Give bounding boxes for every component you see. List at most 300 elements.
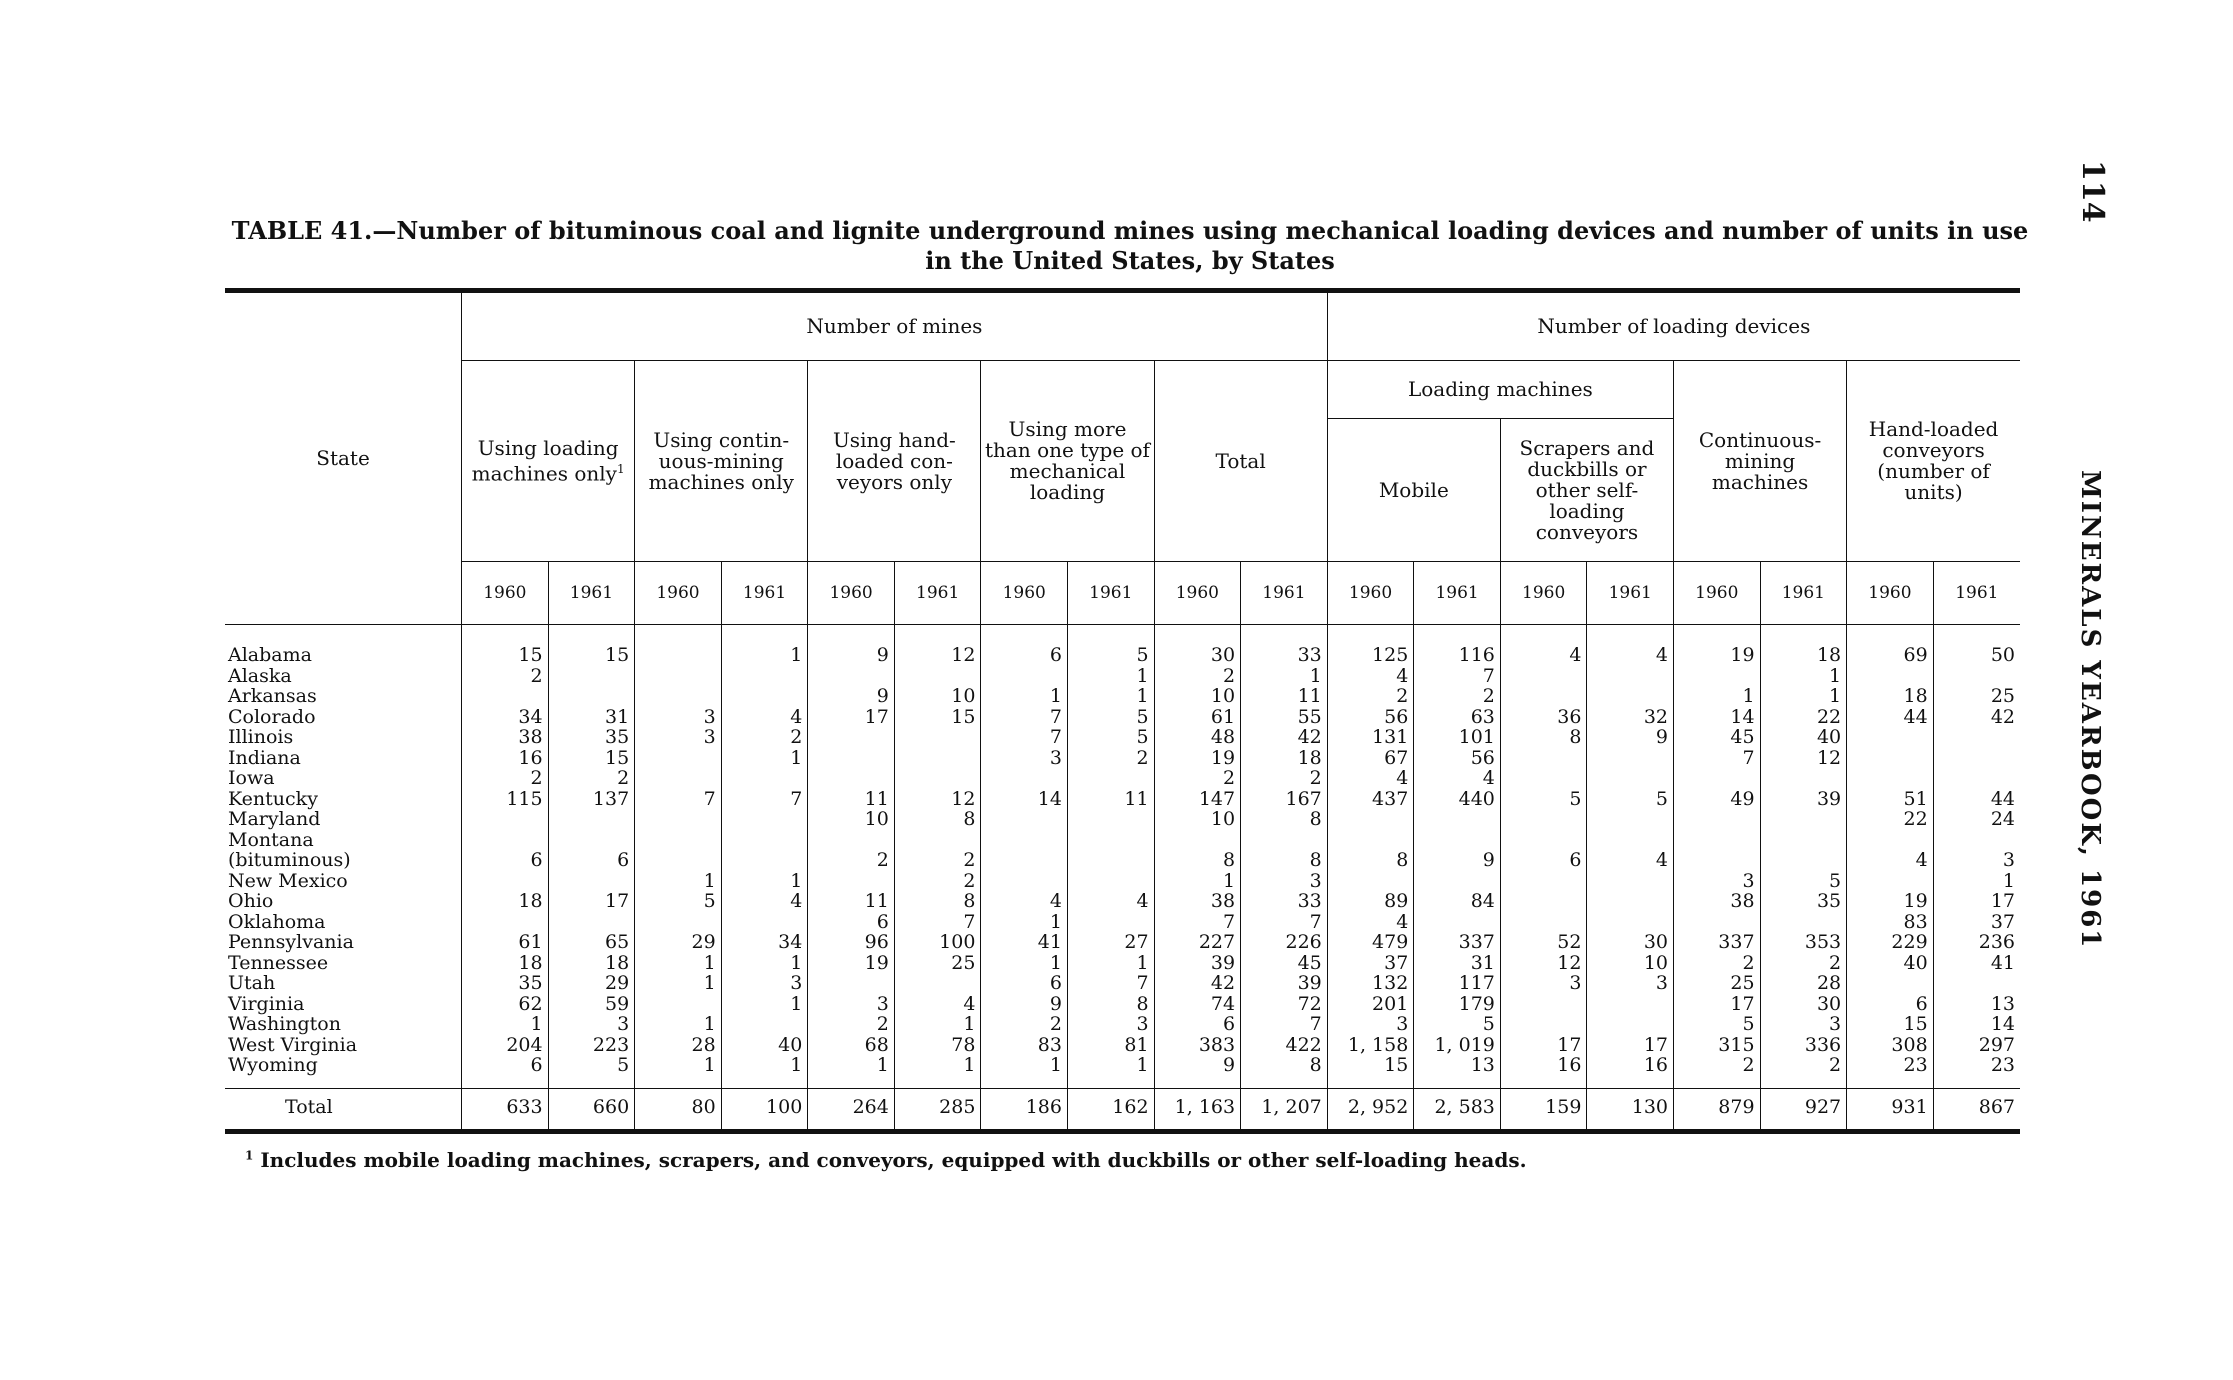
- table-cell: 1: [1067, 666, 1154, 687]
- state-name: Iowa: [228, 767, 275, 789]
- table-cell: 2, 583: [1414, 1088, 1501, 1129]
- table-cell: 3: [548, 1014, 635, 1035]
- table-cell: 15: [1847, 1014, 1934, 1035]
- table-cell: 236: [1933, 932, 2020, 953]
- table-cell: 11: [1067, 789, 1154, 810]
- table-cell: 19: [808, 953, 895, 974]
- table-cell: [721, 686, 808, 707]
- table-cell: 74: [1154, 994, 1241, 1015]
- table-cell: 1: [635, 973, 722, 994]
- table-cell: [462, 686, 549, 707]
- table-cell: [462, 809, 549, 830]
- table-cell: [635, 748, 722, 769]
- table-cell: 132: [1327, 973, 1414, 994]
- table-row: [225, 850, 2020, 871]
- table-cell: 422: [1241, 1035, 1328, 1056]
- table-cell: 9: [1414, 850, 1501, 871]
- table-cell: 137: [548, 789, 635, 810]
- table-cell: 6: [981, 973, 1068, 994]
- year-1960: 1960: [1327, 562, 1414, 625]
- table-cell: 28: [635, 1035, 722, 1056]
- table-cell: [635, 994, 722, 1015]
- table-cell: [981, 809, 1068, 830]
- table-cell: 24: [1933, 809, 2020, 830]
- table-cell: [1847, 830, 1934, 851]
- header-using-hand-loaded: Using hand-loaded con-veyors only: [808, 361, 981, 562]
- table-cell: [548, 871, 635, 892]
- table-cell: 1: [1674, 686, 1761, 707]
- table-cell: [1847, 871, 1934, 892]
- table-cell: 227: [1154, 932, 1241, 953]
- data-table: [225, 293, 2020, 1129]
- table-cell: 84: [1414, 891, 1501, 912]
- table-cell: 1: [894, 1014, 981, 1035]
- header-loading-machines: Loading machines: [1327, 361, 1673, 419]
- table-cell: 5: [1067, 707, 1154, 728]
- header-using-continuous-mining: Using contin-uous-mining machines only: [635, 361, 808, 562]
- table-cell: 131: [1327, 727, 1414, 748]
- table-cell: 38: [1154, 891, 1241, 912]
- table-cell: [721, 1014, 808, 1035]
- table-row: [225, 953, 2020, 974]
- table-cell: 1, 163: [1154, 1088, 1241, 1129]
- table-cell: 33: [1241, 625, 1328, 666]
- table-cell: 28: [1760, 973, 1847, 994]
- table-cell: 6: [1847, 994, 1934, 1015]
- table-row: [225, 666, 2020, 687]
- table-row: [225, 830, 2020, 851]
- table-cell: 3: [1760, 1014, 1847, 1035]
- bottom-rule: [225, 1129, 2020, 1134]
- table-cell: [1067, 871, 1154, 892]
- table-cell: 67: [1327, 748, 1414, 769]
- table-cell: [1500, 871, 1587, 892]
- table-cell: 51: [1847, 789, 1934, 810]
- table-cell: 4: [1067, 891, 1154, 912]
- table-cell: 49: [1674, 789, 1761, 810]
- title-line-2: in the United States, by States: [925, 246, 1335, 275]
- table-cell: [1500, 748, 1587, 769]
- table-row: [225, 1055, 2020, 1088]
- table-cell: 63: [1414, 707, 1501, 728]
- table-cell: [1500, 830, 1587, 851]
- table-cell: 1: [981, 686, 1068, 707]
- table-cell: [635, 912, 722, 933]
- year-header-row: [225, 562, 2020, 625]
- table-cell: 25: [894, 953, 981, 974]
- table-cell: 8: [1154, 850, 1241, 871]
- footnote-text: Includes mobile loading machines, scrapers, and conveyors, equipped with duckbills or other self-loading heads.: [260, 1148, 1527, 1172]
- table-cell: [1587, 768, 1674, 789]
- state-name: Ohio: [228, 890, 274, 912]
- table-cell: 15: [894, 707, 981, 728]
- table-cell: 440: [1414, 789, 1501, 810]
- table-cell: 78: [894, 1035, 981, 1056]
- table-cell: [981, 850, 1068, 871]
- table-cell: 879: [1674, 1088, 1761, 1129]
- table-cell: 17: [808, 707, 895, 728]
- page-number: 114: [2075, 160, 2110, 223]
- table-cell: [635, 686, 722, 707]
- table-cell: 147: [1154, 789, 1241, 810]
- table-cell: [894, 768, 981, 789]
- table-cell: 12: [1760, 748, 1847, 769]
- table-cell: 264: [808, 1088, 895, 1129]
- table-cell: 80: [635, 1088, 722, 1129]
- table-cell: 42: [1933, 707, 2020, 728]
- table-cell: [1500, 912, 1587, 933]
- table-cell: 17: [1500, 1035, 1587, 1056]
- table-row: [225, 768, 2020, 789]
- table-cell: 2: [1241, 768, 1328, 789]
- table-cell: 2, 952: [1327, 1088, 1414, 1129]
- table-cell: 33: [1241, 891, 1328, 912]
- table-cell: 308: [1847, 1035, 1934, 1056]
- table-cell: [1067, 850, 1154, 871]
- table-cell: 2: [894, 850, 981, 871]
- table-cell: 1: [981, 912, 1068, 933]
- table-cell: 10: [808, 809, 895, 830]
- table-cell: 4: [981, 891, 1068, 912]
- table-cell: 3: [1933, 850, 2020, 871]
- table-cell: [894, 830, 981, 851]
- table-cell: 6: [462, 1055, 549, 1088]
- table-cell: [721, 666, 808, 687]
- table-cell: [548, 686, 635, 707]
- table-cell: 29: [548, 973, 635, 994]
- table-cell: 14: [981, 789, 1068, 810]
- table-cell: [1674, 830, 1761, 851]
- table-cell: 9: [808, 686, 895, 707]
- table-cell: 3: [1067, 1014, 1154, 1035]
- total-label: Total: [225, 1088, 462, 1129]
- table-cell: 931: [1847, 1088, 1934, 1129]
- table-cell: 13: [1414, 1055, 1501, 1088]
- table-cell: [1414, 871, 1501, 892]
- table-cell: 11: [808, 891, 895, 912]
- table-cell: 8: [894, 891, 981, 912]
- table-cell: 7: [981, 727, 1068, 748]
- table-cell: 72: [1241, 994, 1328, 1015]
- table-cell: 2: [894, 871, 981, 892]
- year-1960: 1960: [808, 562, 895, 625]
- table-cell: 56: [1414, 748, 1501, 769]
- year-1961: 1961: [1760, 562, 1847, 625]
- table-cell: 8: [1067, 994, 1154, 1015]
- table-row: [225, 912, 2020, 933]
- table-row: [225, 809, 2020, 830]
- table-row: [225, 727, 2020, 748]
- table-cell: 7: [1414, 666, 1501, 687]
- state-name: Virginia: [228, 992, 305, 1015]
- table-cell: 9: [808, 625, 895, 666]
- table-cell: 1: [1933, 871, 2020, 892]
- header-number-of-loading-devices: Number of loading devices: [1327, 293, 2020, 361]
- table-cell: 8: [1500, 727, 1587, 748]
- table-cell: 17: [548, 891, 635, 912]
- state-name: Montana: [228, 828, 314, 851]
- table-cell: [635, 625, 722, 666]
- table-cell: 7: [1241, 1014, 1328, 1035]
- table-cell: 1: [721, 871, 808, 892]
- total-row: [225, 1088, 2020, 1129]
- table-cell: 96: [808, 932, 895, 953]
- table-cell: [548, 830, 635, 851]
- table-cell: [1587, 666, 1674, 687]
- table-cell: 201: [1327, 994, 1414, 1015]
- table-row: [225, 932, 2020, 953]
- table-cell: 179: [1414, 994, 1501, 1015]
- table-cell: 32: [1587, 707, 1674, 728]
- table-cell: 45: [1674, 727, 1761, 748]
- table-cell: 5: [548, 1055, 635, 1088]
- table-cell: 31: [1414, 953, 1501, 974]
- table-cell: 12: [894, 789, 981, 810]
- year-1961: 1961: [548, 562, 635, 625]
- table-cell: 62: [462, 994, 549, 1015]
- state-name: Kentucky: [228, 787, 318, 810]
- table-cell: [1587, 748, 1674, 769]
- year-1960: 1960: [1674, 562, 1761, 625]
- table-cell: 14: [1933, 1014, 2020, 1035]
- table-cell: 1: [721, 625, 808, 666]
- table-cell: [1500, 1014, 1587, 1035]
- table-cell: [1587, 871, 1674, 892]
- table-cell: 229: [1847, 932, 1934, 953]
- table-cell: 2: [981, 1014, 1068, 1035]
- table-cell: [1847, 748, 1934, 769]
- table-cell: 2: [462, 768, 549, 789]
- table-cell: 12: [1500, 953, 1587, 974]
- table-cell: 2: [462, 666, 549, 687]
- table-cell: [721, 850, 808, 871]
- year-1961: 1961: [1933, 562, 2020, 625]
- year-1961: 1961: [1587, 562, 1674, 625]
- table-cell: 39: [1760, 789, 1847, 810]
- table-cell: 3: [1241, 871, 1328, 892]
- table-cell: 115: [462, 789, 549, 810]
- table-cell: 116: [1414, 625, 1501, 666]
- table-cell: 6: [548, 850, 635, 871]
- table-cell: 7: [635, 789, 722, 810]
- header-total-mines: Total: [1154, 361, 1327, 562]
- table-cell: 30: [1154, 625, 1241, 666]
- data-table-container: [225, 288, 2020, 1134]
- table-cell: 1: [1760, 686, 1847, 707]
- table-cell: 2: [548, 768, 635, 789]
- table-cell: [1241, 830, 1328, 851]
- table-cell: [1933, 973, 2020, 994]
- table-cell: 10: [894, 686, 981, 707]
- table-cell: [721, 830, 808, 851]
- table-cell: 285: [894, 1088, 981, 1129]
- table-cell: 162: [1067, 1088, 1154, 1129]
- table-cell: [894, 666, 981, 687]
- table-cell: 44: [1933, 789, 2020, 810]
- table-cell: 3: [1327, 1014, 1414, 1035]
- table-cell: 927: [1760, 1088, 1847, 1129]
- table-row: [225, 789, 2020, 810]
- table-cell: 4: [1587, 850, 1674, 871]
- table-cell: [721, 912, 808, 933]
- table-cell: 61: [462, 932, 549, 953]
- table-cell: 9: [1154, 1055, 1241, 1088]
- table-cell: [1414, 809, 1501, 830]
- table-cell: 1: [1241, 666, 1328, 687]
- table-cell: [894, 973, 981, 994]
- table-cell: 69: [1847, 625, 1934, 666]
- table-cell: [1674, 850, 1761, 871]
- table-cell: [1587, 891, 1674, 912]
- table-cell: [808, 830, 895, 851]
- table-cell: 4: [1587, 625, 1674, 666]
- table-cell: 30: [1760, 994, 1847, 1015]
- table-cell: 315: [1674, 1035, 1761, 1056]
- table-row: [225, 891, 2020, 912]
- year-1961: 1961: [894, 562, 981, 625]
- table-cell: 8: [1327, 850, 1414, 871]
- table-cell: [1327, 830, 1414, 851]
- table-cell: [808, 768, 895, 789]
- table-cell: 7: [721, 789, 808, 810]
- table-cell: 19: [1674, 625, 1761, 666]
- table-cell: 7: [1241, 912, 1328, 933]
- table-cell: 30: [1587, 932, 1674, 953]
- table-cell: 18: [1760, 625, 1847, 666]
- table-cell: 4: [1327, 768, 1414, 789]
- table-cell: [1067, 830, 1154, 851]
- table-cell: 39: [1154, 953, 1241, 974]
- table-cell: 2: [1067, 748, 1154, 769]
- table-cell: 5: [1500, 789, 1587, 810]
- table-cell: [548, 809, 635, 830]
- table-cell: [1847, 973, 1934, 994]
- table-cell: 867: [1933, 1088, 2020, 1129]
- table-cell: [1933, 748, 2020, 769]
- year-1960: 1960: [981, 562, 1068, 625]
- table-cell: 35: [548, 727, 635, 748]
- table-cell: 5: [1414, 1014, 1501, 1035]
- table-cell: 16: [1587, 1055, 1674, 1088]
- table-cell: [635, 809, 722, 830]
- state-name: Alabama: [228, 644, 312, 666]
- table-cell: 7: [1067, 973, 1154, 994]
- table-cell: [808, 871, 895, 892]
- table-row: [225, 1014, 2020, 1035]
- header-scrapers: Scrapers and duckbills or other self-loading conveyors: [1500, 419, 1673, 562]
- header-state: State: [225, 293, 462, 625]
- table-cell: 41: [981, 932, 1068, 953]
- header-continuous-mining-machines: Continuous-mining machines: [1674, 361, 1847, 562]
- table-cell: 15: [1327, 1055, 1414, 1088]
- table-cell: 2: [1154, 666, 1241, 687]
- table-cell: 44: [1847, 707, 1934, 728]
- table-cell: [1847, 768, 1934, 789]
- table-cell: [548, 666, 635, 687]
- table-cell: 2: [1760, 1055, 1847, 1088]
- table-cell: [1067, 912, 1154, 933]
- table-cell: [1847, 666, 1934, 687]
- table-cell: [981, 666, 1068, 687]
- table-cell: 18: [548, 953, 635, 974]
- state-name: Illinois: [228, 726, 294, 748]
- year-1960: 1960: [1500, 562, 1587, 625]
- table-cell: 1: [894, 1055, 981, 1088]
- year-1961: 1961: [1067, 562, 1154, 625]
- table-cell: [894, 727, 981, 748]
- table-cell: 1: [981, 1055, 1068, 1088]
- table-cell: 8: [894, 809, 981, 830]
- table-cell: 10: [1154, 809, 1241, 830]
- table-cell: 38: [462, 727, 549, 748]
- title-line-1: TABLE 41.—Number of bituminous coal and lignite underground mines using mechanical loading devices and number of units in use: [231, 216, 2029, 245]
- table-cell: 31: [548, 707, 635, 728]
- table-cell: [1154, 830, 1241, 851]
- table-cell: 13: [1933, 994, 2020, 1015]
- table-cell: 83: [981, 1035, 1068, 1056]
- state-name: Wyoming: [228, 1054, 318, 1076]
- table-cell: 159: [1500, 1088, 1587, 1129]
- footnote: [245, 1148, 1527, 1172]
- header-using-loading-machines-label: Using loading machines only: [471, 435, 619, 486]
- table-cell: 4: [1414, 768, 1501, 789]
- table-cell: 9: [1587, 727, 1674, 748]
- year-1961: 1961: [1241, 562, 1328, 625]
- table-cell: 117: [1414, 973, 1501, 994]
- table-cell: [1933, 830, 2020, 851]
- table-cell: 6: [981, 625, 1068, 666]
- table-cell: [548, 912, 635, 933]
- table-cell: [1414, 830, 1501, 851]
- table-cell: [1674, 912, 1761, 933]
- table-cell: 55: [1241, 707, 1328, 728]
- table-cell: 8: [1241, 1055, 1328, 1088]
- table-cell: 81: [1067, 1035, 1154, 1056]
- table-cell: [808, 748, 895, 769]
- table-cell: 1, 158: [1327, 1035, 1414, 1056]
- year-1960: 1960: [462, 562, 549, 625]
- table-cell: 3: [721, 973, 808, 994]
- table-cell: 1: [721, 994, 808, 1015]
- table-cell: 38: [1674, 891, 1761, 912]
- table-cell: 2: [808, 850, 895, 871]
- table-cell: 167: [1241, 789, 1328, 810]
- table-cell: 6: [462, 850, 549, 871]
- year-1961: 1961: [1414, 562, 1501, 625]
- table-cell: [1587, 1014, 1674, 1035]
- table-cell: 40: [1847, 953, 1934, 974]
- table-cell: 1: [721, 1055, 808, 1088]
- table-cell: 15: [548, 625, 635, 666]
- table-cell: 1: [808, 1055, 895, 1088]
- table-cell: 8: [1241, 809, 1328, 830]
- table-cell: [1760, 850, 1847, 871]
- table-cell: 37: [1933, 912, 2020, 933]
- table-cell: 1: [1154, 871, 1241, 892]
- header-using-loading-machines: [462, 361, 635, 562]
- table-cell: 1: [1067, 953, 1154, 974]
- table-cell: 1: [462, 1014, 549, 1035]
- table-cell: 1: [721, 953, 808, 974]
- table-cell: [1847, 727, 1934, 748]
- table-cell: 5: [1674, 1014, 1761, 1035]
- table-cell: [635, 666, 722, 687]
- running-head: MINERALS YEARBOOK, 1961: [2075, 470, 2105, 950]
- table-cell: [1587, 686, 1674, 707]
- table-cell: 9: [981, 994, 1068, 1015]
- table-cell: 1: [981, 953, 1068, 974]
- state-name: Utah: [228, 972, 276, 994]
